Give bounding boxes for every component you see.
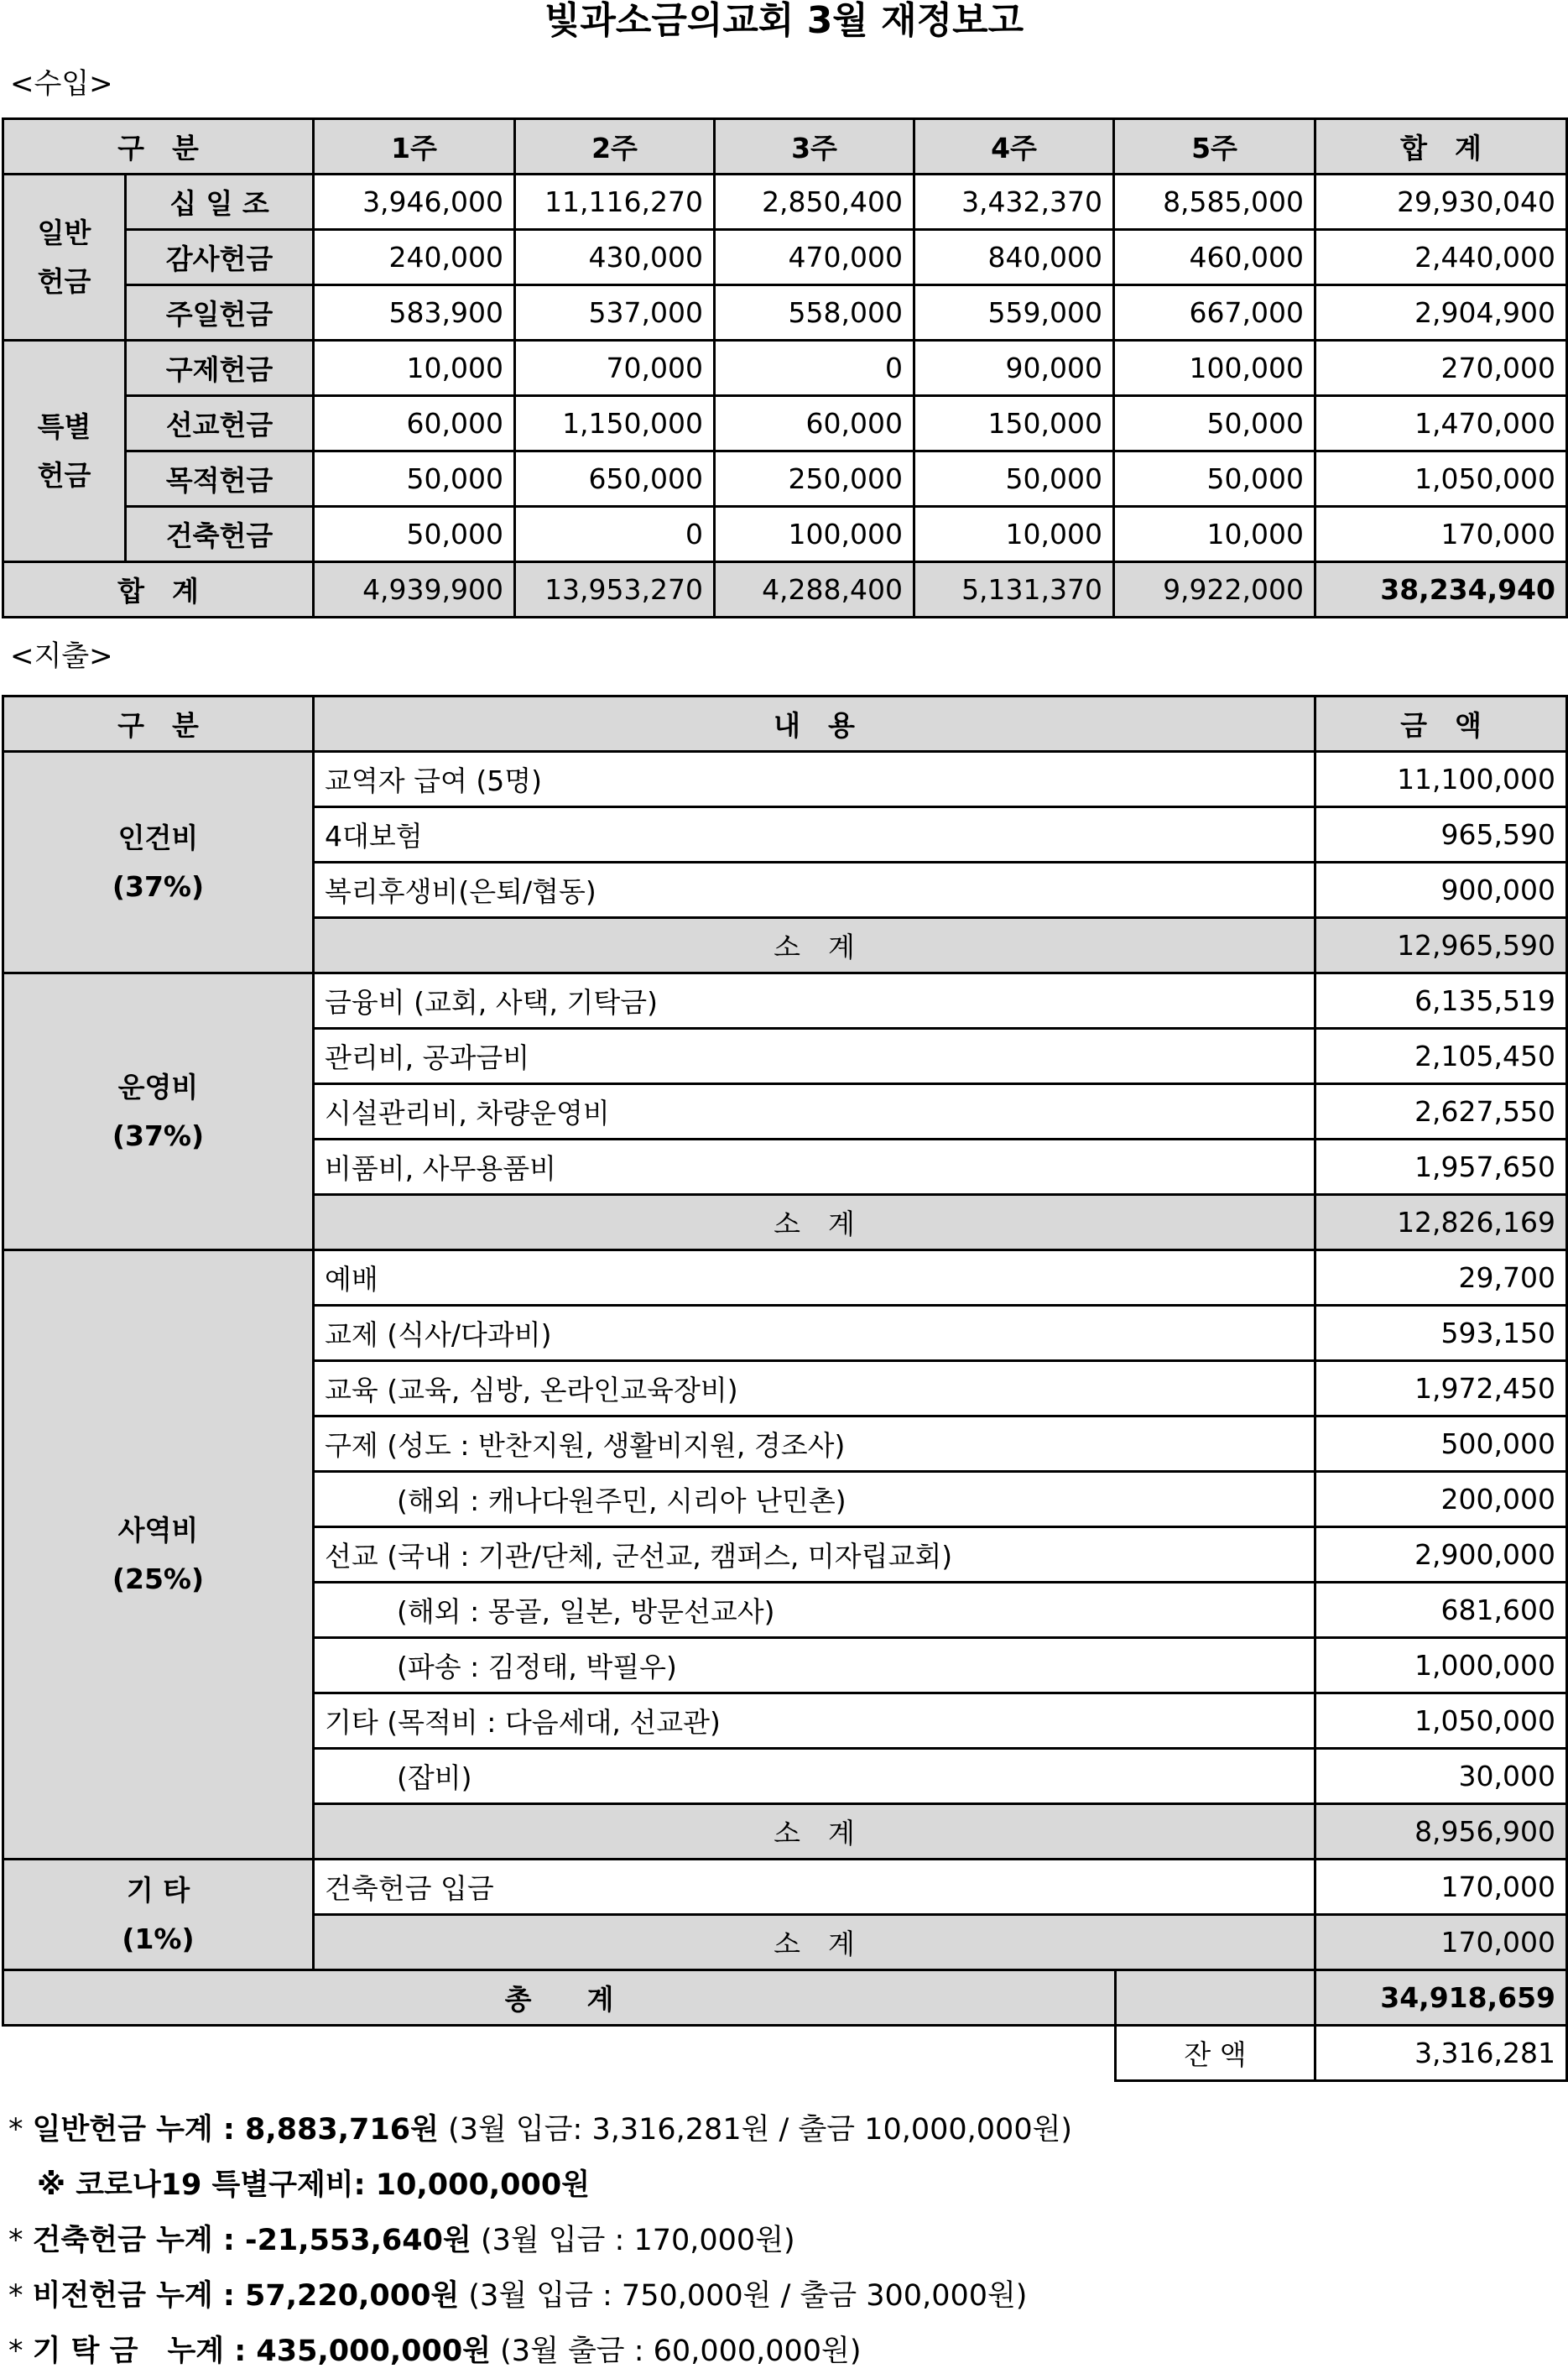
income-row xyxy=(3,285,1567,341)
expense-header-category: 구 분 xyxy=(3,696,314,752)
grand-total-amount: 34,918,659 xyxy=(1315,1970,1567,2026)
page-title: 빛과소금의교회 3월 재정보고 xyxy=(544,0,1024,42)
subtotal-amount: 170,000 xyxy=(1315,1915,1567,1970)
expense-item-amount: 2,105,450 xyxy=(1315,1029,1567,1084)
expense-group-name: 사역비 xyxy=(117,1513,199,1547)
subtotal-label: 소 계 xyxy=(314,1804,1315,1860)
income-item-label: 감사헌금 xyxy=(126,230,314,285)
income-table xyxy=(2,117,1568,618)
income-row-total: 2,904,900 xyxy=(1315,285,1567,341)
income-total-week2: 13,953,270 xyxy=(515,562,715,618)
income-week1-value: 50,000 xyxy=(314,451,515,507)
note-prefix: ※ xyxy=(37,2168,76,2202)
note-prefix: * xyxy=(8,2279,33,2313)
income-week2-value: 0 xyxy=(515,507,715,562)
income-item-label: 십 일 조 xyxy=(126,175,314,230)
income-group-general xyxy=(3,175,126,341)
subtotal-amount: 12,965,590 xyxy=(1315,918,1567,973)
expense-item-desc: 기타 (목적비 : 다음세대, 선교관) xyxy=(314,1693,1315,1749)
expense-group-operations xyxy=(3,973,314,1250)
income-item-label: 주일헌금 xyxy=(126,285,314,341)
income-row xyxy=(3,341,1567,396)
income-header-week4: 4주 xyxy=(914,119,1114,175)
income-total-label: 합 계 xyxy=(3,562,314,618)
income-week5-value: 100,000 xyxy=(1114,341,1315,396)
expense-item-desc: 비품비, 사무용품비 xyxy=(314,1140,1315,1195)
income-week2-value: 11,116,270 xyxy=(515,175,715,230)
note-prefix: * xyxy=(8,2113,33,2147)
expense-item-desc: 구제 (성도 : 반찬지원, 생활비지원, 경조사) xyxy=(314,1416,1315,1472)
income-group-name: 일반 xyxy=(37,216,91,249)
income-week4-value: 3,432,370 xyxy=(914,175,1114,230)
income-group-special xyxy=(3,341,126,562)
expense-group-percent: (37%) xyxy=(112,869,205,903)
subtotal-label: 소 계 xyxy=(314,1195,1315,1250)
expense-item-desc: 예배 xyxy=(314,1250,1315,1306)
note-building-offering xyxy=(8,2213,1560,2268)
income-item-label: 건축헌금 xyxy=(126,507,314,562)
expense-item-amount: 30,000 xyxy=(1315,1749,1567,1804)
income-week2-value: 650,000 xyxy=(515,451,715,507)
expense-item-amount: 593,150 xyxy=(1315,1306,1567,1361)
expense-item-desc: 금융비 (교회, 사택, 기탁금) xyxy=(314,973,1315,1029)
income-row-total: 1,050,000 xyxy=(1315,451,1567,507)
expense-item-desc: 복리후생비(은퇴/협동) xyxy=(314,863,1315,918)
income-week4-value: 10,000 xyxy=(914,507,1114,562)
income-item-label: 구제헌금 xyxy=(126,341,314,396)
income-item-label: 목적헌금 xyxy=(126,451,314,507)
expense-item-desc: (해외 : 몽골, 일본, 방문선교사) xyxy=(314,1583,1315,1638)
income-total-week1: 4,939,900 xyxy=(314,562,515,618)
income-row xyxy=(3,230,1567,285)
expense-group-name: 인건비 xyxy=(117,821,199,854)
expense-item-desc: 선교 (국내 : 기관/단체, 군선교, 캠퍼스, 미자립교회) xyxy=(314,1527,1315,1583)
income-week5-value: 50,000 xyxy=(1114,451,1315,507)
expense-item-desc: 관리비, 공과금비 xyxy=(314,1029,1315,1084)
summary-notes xyxy=(8,2102,1560,2379)
expense-item-desc: 건축헌금 입금 xyxy=(314,1860,1315,1915)
note-bold: 코로나19 특별구제비: 10,000,000원 xyxy=(76,2168,590,2202)
expense-item-amount: 29,700 xyxy=(1315,1250,1567,1306)
expense-group-name: 기 타 xyxy=(126,1873,190,1907)
expense-item-amount: 11,100,000 xyxy=(1315,752,1567,807)
income-group-name: 헌금 xyxy=(37,264,91,298)
income-week1-value: 583,900 xyxy=(314,285,515,341)
expense-item-desc: 교제 (식사/다과비) xyxy=(314,1306,1315,1361)
expense-item-desc: (파송 : 김정태, 박필우) xyxy=(314,1638,1315,1693)
expense-item-desc: 교역자 급여 (5명) xyxy=(314,752,1315,807)
income-week2-value: 537,000 xyxy=(515,285,715,341)
income-header-week1: 1주 xyxy=(314,119,515,175)
income-total-week3: 4,288,400 xyxy=(715,562,914,618)
income-header-total: 합 계 xyxy=(1315,119,1567,175)
balance-spacer xyxy=(3,2026,1116,2081)
income-group-name: 헌금 xyxy=(37,458,91,492)
note-detail: (3월 입금 : 750,000원 / 출금 300,000원) xyxy=(459,2279,1028,2313)
income-week5-value: 50,000 xyxy=(1114,396,1315,451)
note-bold: 건축헌금 누계 : -21,553,640원 xyxy=(32,2224,471,2257)
expense-item-amount: 200,000 xyxy=(1315,1472,1567,1527)
income-week2-value: 430,000 xyxy=(515,230,715,285)
income-week3-value: 0 xyxy=(715,341,914,396)
note-general-offering xyxy=(8,2102,1560,2157)
note-detail: (3월 출금 : 60,000,000원) xyxy=(491,2335,862,2368)
expense-item-amount: 900,000 xyxy=(1315,863,1567,918)
income-week3-value: 100,000 xyxy=(715,507,914,562)
expense-item-amount: 6,135,519 xyxy=(1315,973,1567,1029)
expense-group-percent: (25%) xyxy=(112,1562,205,1595)
expense-group-ministry xyxy=(3,1250,314,1860)
income-row-total: 29,930,040 xyxy=(1315,175,1567,230)
income-header-category: 구 분 xyxy=(3,119,314,175)
income-week3-value: 250,000 xyxy=(715,451,914,507)
subtotal-label: 소 계 xyxy=(314,918,1315,973)
income-week1-value: 50,000 xyxy=(314,507,515,562)
subtotal-amount: 8,956,900 xyxy=(1315,1804,1567,1860)
expense-header-amount: 금 액 xyxy=(1315,696,1567,752)
expense-item-amount: 500,000 xyxy=(1315,1416,1567,1472)
income-row xyxy=(3,175,1567,230)
income-row-total: 1,470,000 xyxy=(1315,396,1567,451)
income-row-total: 2,440,000 xyxy=(1315,230,1567,285)
income-week3-value: 2,850,400 xyxy=(715,175,914,230)
income-header-week2: 2주 xyxy=(515,119,715,175)
grand-total-spacer xyxy=(1116,1970,1315,2026)
note-detail: (3월 입금: 3,316,281원 / 출금 10,000,000원) xyxy=(438,2113,1073,2147)
expense-group-percent: (37%) xyxy=(112,1119,205,1152)
income-week2-value: 70,000 xyxy=(515,341,715,396)
income-row-total: 270,000 xyxy=(1315,341,1567,396)
expense-item-desc: 4대보험 xyxy=(314,807,1315,863)
income-grand-total: 38,234,940 xyxy=(1315,562,1567,618)
income-total-week4: 5,131,370 xyxy=(914,562,1114,618)
income-week5-value: 10,000 xyxy=(1114,507,1315,562)
income-group-name: 특별 xyxy=(37,410,91,443)
expense-item-desc: 교육 (교육, 심방, 온라인교육장비) xyxy=(314,1361,1315,1416)
income-week5-value: 8,585,000 xyxy=(1114,175,1315,230)
income-item-label: 선교헌금 xyxy=(126,396,314,451)
expense-item-amount: 681,600 xyxy=(1315,1583,1567,1638)
note-deposit xyxy=(8,2324,1560,2379)
income-week3-value: 558,000 xyxy=(715,285,914,341)
note-prefix: * xyxy=(8,2224,33,2257)
expense-group-name: 운영비 xyxy=(117,1070,199,1103)
expense-item-amount: 1,957,650 xyxy=(1315,1140,1567,1195)
income-header-week3: 3주 xyxy=(715,119,914,175)
expense-item-amount: 1,050,000 xyxy=(1315,1693,1567,1749)
income-week4-value: 840,000 xyxy=(914,230,1114,285)
expense-item-amount: 2,900,000 xyxy=(1315,1527,1567,1583)
expense-item-amount: 2,627,550 xyxy=(1315,1084,1567,1140)
income-week2-value: 1,150,000 xyxy=(515,396,715,451)
expense-row xyxy=(3,1860,1567,1915)
income-total-week5: 9,922,000 xyxy=(1114,562,1315,618)
balance-row xyxy=(3,2026,1567,2081)
expense-grand-total-row xyxy=(3,1970,1567,2026)
expense-item-amount: 170,000 xyxy=(1315,1860,1567,1915)
expense-row xyxy=(3,752,1567,807)
balance-amount: 3,316,281 xyxy=(1315,2026,1567,2081)
note-vision-offering xyxy=(8,2268,1560,2324)
income-week4-value: 150,000 xyxy=(914,396,1114,451)
income-row xyxy=(3,507,1567,562)
expense-table xyxy=(2,695,1568,2082)
income-week5-value: 667,000 xyxy=(1114,285,1315,341)
expense-item-amount: 1,972,450 xyxy=(1315,1361,1567,1416)
income-week4-value: 559,000 xyxy=(914,285,1114,341)
income-week1-value: 240,000 xyxy=(314,230,515,285)
note-bold: 기 탁 금 누계 : 435,000,000원 xyxy=(32,2335,492,2368)
expense-section-label: <지출> xyxy=(10,639,113,673)
expense-row xyxy=(3,1250,1567,1306)
grand-total-label: 총 계 xyxy=(3,1970,1116,2026)
balance-label: 잔 액 xyxy=(1116,2026,1315,2081)
expense-row xyxy=(3,973,1567,1029)
note-covid-relief xyxy=(8,2157,1560,2213)
expense-item-amount: 1,000,000 xyxy=(1315,1638,1567,1693)
note-detail: (3월 입금 : 170,000원) xyxy=(471,2224,795,2257)
subtotal-label: 소 계 xyxy=(314,1915,1315,1970)
income-week1-value: 60,000 xyxy=(314,396,515,451)
income-row xyxy=(3,396,1567,451)
expense-group-personnel xyxy=(3,752,314,973)
income-week5-value: 460,000 xyxy=(1114,230,1315,285)
expense-group-percent: (1%) xyxy=(122,1922,195,1955)
income-week3-value: 60,000 xyxy=(715,396,914,451)
income-week4-value: 50,000 xyxy=(914,451,1114,507)
income-week4-value: 90,000 xyxy=(914,341,1114,396)
expense-item-amount: 965,590 xyxy=(1315,807,1567,863)
income-row-total: 170,000 xyxy=(1315,507,1567,562)
note-prefix: * xyxy=(8,2335,33,2368)
income-week1-value: 10,000 xyxy=(314,341,515,396)
note-bold: 일반헌금 누계 : 8,883,716원 xyxy=(32,2113,439,2147)
income-week1-value: 3,946,000 xyxy=(314,175,515,230)
income-header-week5: 5주 xyxy=(1114,119,1315,175)
expense-item-desc: (잡비) xyxy=(314,1749,1315,1804)
income-section-label: <수입> xyxy=(10,67,113,101)
expense-item-desc: (해외 : 캐나다원주민, 시리아 난민촌) xyxy=(314,1472,1315,1527)
note-bold: 비전헌금 누계 : 57,220,000원 xyxy=(32,2279,460,2313)
income-total-row xyxy=(3,562,1567,618)
expense-group-other xyxy=(3,1860,314,1970)
expense-header-content: 내 용 xyxy=(314,696,1315,752)
income-week3-value: 470,000 xyxy=(715,230,914,285)
expense-item-desc: 시설관리비, 차량운영비 xyxy=(314,1084,1315,1140)
income-row xyxy=(3,451,1567,507)
subtotal-amount: 12,826,169 xyxy=(1315,1195,1567,1250)
